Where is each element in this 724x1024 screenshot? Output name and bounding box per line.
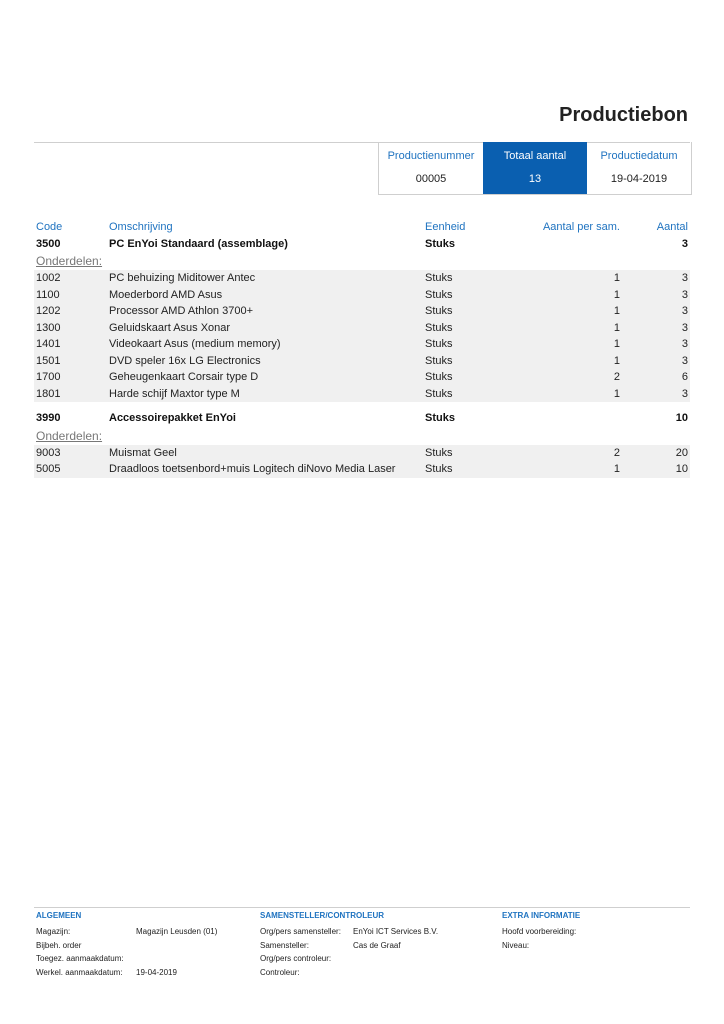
table-header-row — [34, 219, 690, 236]
part-row — [34, 386, 690, 403]
assembly-quantity: 10 — [675, 412, 688, 424]
part-code: 1700 — [36, 371, 61, 383]
part-unit: Stuks — [425, 288, 453, 301]
summary-header: Productienummer — [387, 150, 475, 162]
assembly-row — [34, 236, 690, 253]
footer-heading: SAMENSTELLER/CONTROLEUR — [260, 911, 384, 920]
part-description: Muismat Geel — [109, 446, 177, 459]
part-row — [34, 303, 690, 320]
footer-label: Samensteller: — [260, 940, 309, 950]
summary-box — [378, 142, 692, 195]
footer-value: EnYoi ICT Services B.V. — [353, 927, 439, 936]
part-unit: Stuks — [425, 338, 453, 350]
part-description: PC behuizing Miditower Antec — [109, 272, 256, 284]
footer-value: Magazijn Leusden (01) — [136, 927, 218, 936]
part-unit: Stuks — [425, 354, 453, 367]
summary-total-quantity — [483, 142, 587, 194]
part-code: 9003 — [36, 446, 61, 459]
production-table — [34, 219, 690, 478]
parts-label: Onderdelen: — [36, 428, 103, 443]
part-quantity: 6 — [681, 371, 688, 383]
summary-value: 00005 — [415, 173, 447, 185]
part-per-unit: 1 — [613, 288, 620, 301]
assembly-row — [34, 410, 690, 427]
part-code: 1501 — [36, 354, 61, 367]
assembly-description: PC EnYoi Standaard (assemblage) — [109, 237, 288, 250]
part-unit: Stuks — [425, 387, 453, 400]
part-per-unit: 2 — [613, 446, 620, 459]
column-header-quantity: Aantal — [656, 221, 688, 233]
part-code: 1002 — [36, 272, 61, 284]
summary-value: 13 — [528, 173, 542, 185]
summary-header: Productiedatum — [600, 150, 678, 162]
part-per-unit: 1 — [613, 463, 620, 475]
footer-row — [260, 952, 384, 966]
part-quantity: 3 — [681, 354, 688, 367]
part-quantity: 3 — [681, 338, 688, 350]
part-description: Draadloos toetsenbord+muis Logitech diNovo Media Laser — [109, 463, 396, 475]
part-description: Processor AMD Athlon 3700+ — [109, 305, 253, 317]
part-unit: Stuks — [425, 272, 453, 284]
footer-row — [36, 952, 124, 966]
summary-header: Totaal aantal — [503, 150, 567, 162]
column-header-description: Omschrijving — [109, 221, 173, 233]
footer-row — [36, 925, 218, 939]
footer-row — [502, 925, 580, 939]
part-row — [34, 461, 690, 478]
part-code: 1300 — [36, 321, 61, 334]
part-description: Harde schijf Maxtor type M — [109, 387, 240, 400]
part-per-unit: 1 — [613, 354, 620, 367]
part-row — [34, 336, 690, 353]
footer-extra — [502, 910, 580, 952]
part-description: Geluidskaart Asus Xonar — [109, 321, 231, 334]
footer-samensteller — [260, 910, 439, 979]
group-spacer — [34, 402, 690, 410]
part-per-unit: 1 — [613, 305, 620, 317]
part-unit: Stuks — [425, 371, 453, 383]
parts-label: Onderdelen: — [36, 254, 103, 268]
part-quantity: 3 — [681, 321, 688, 334]
footer-label: Niveau: — [502, 940, 530, 950]
document-title: Productiebon — [559, 104, 688, 126]
part-description: Moederbord AMD Asus — [109, 288, 223, 301]
part-code: 5005 — [36, 463, 61, 475]
assembly-unit: Stuks — [425, 237, 455, 250]
column-header-code: Code — [36, 221, 63, 233]
part-quantity: 10 — [675, 463, 688, 475]
footer-algemeen — [36, 910, 218, 979]
summary-value: 19-04-2019 — [610, 173, 668, 185]
footer-label: Hoofd voorbereiding: — [502, 927, 577, 936]
footer-label: Bijbeh. order — [36, 940, 82, 950]
part-code: 1100 — [36, 288, 60, 301]
footer-label: Werkel. aanmaakdatum: — [36, 967, 123, 977]
assembly-unit: Stuks — [425, 412, 455, 424]
part-row — [34, 445, 690, 462]
part-per-unit: 1 — [613, 387, 620, 400]
part-row — [34, 270, 690, 287]
footer-heading: ALGEMEEN — [36, 911, 82, 920]
footer-row — [260, 925, 439, 939]
part-code: 1401 — [36, 338, 61, 350]
part-description: Geheugenkaart Corsair type D — [109, 371, 259, 383]
assembly-quantity: 3 — [681, 237, 688, 250]
footer-label: Toegez. aanmaakdatum: — [36, 954, 124, 963]
assembly-description: Accessoirepakket EnYoi — [109, 412, 236, 424]
part-quantity: 20 — [675, 446, 688, 459]
footer-row — [36, 966, 177, 980]
part-code: 1801 — [36, 387, 61, 400]
part-row — [34, 320, 690, 337]
part-quantity: 3 — [681, 272, 688, 284]
part-quantity: 3 — [681, 288, 688, 301]
part-unit: Stuks — [425, 463, 453, 475]
part-row — [34, 287, 690, 304]
column-header-unit: Eenheid — [425, 221, 466, 233]
part-row — [34, 353, 690, 370]
footer-value: 19-04-2019 — [136, 967, 177, 977]
part-code: 1202 — [36, 305, 61, 317]
footer-heading: EXTRA INFORMATIE — [502, 911, 581, 920]
part-per-unit: 1 — [613, 338, 620, 350]
column-header-per-unit: Aantal per sam. — [542, 221, 620, 233]
part-description: DVD speler 16x LG Electronics — [109, 354, 261, 367]
footer-row — [502, 939, 580, 953]
part-per-unit: 2 — [613, 371, 620, 383]
part-per-unit: 1 — [613, 321, 620, 334]
part-description: Videokaart Asus (medium memory) — [109, 338, 281, 350]
part-unit: Stuks — [425, 305, 453, 317]
footer-label: Controleur: — [260, 967, 300, 977]
assembly-code: 3500 — [36, 237, 61, 250]
footer-label: Org/pers controleur: — [260, 954, 332, 963]
part-per-unit: 1 — [613, 272, 620, 284]
part-unit: Stuks — [425, 446, 453, 459]
summary-production-date — [587, 142, 691, 194]
footer-divider — [34, 907, 690, 908]
footer-row — [260, 966, 384, 980]
part-unit: Stuks — [425, 321, 453, 334]
part-quantity: 3 — [681, 387, 688, 400]
footer-value: Cas de Graaf — [353, 940, 401, 950]
part-quantity: 3 — [681, 305, 688, 317]
footer-row — [260, 939, 401, 953]
footer-row — [36, 939, 124, 953]
part-row — [34, 369, 690, 386]
summary-production-number — [379, 142, 483, 194]
footer-label: Org/pers samensteller: — [260, 927, 341, 936]
footer-label: Magazijn: — [36, 927, 71, 936]
assembly-code: 3990 — [36, 412, 61, 424]
